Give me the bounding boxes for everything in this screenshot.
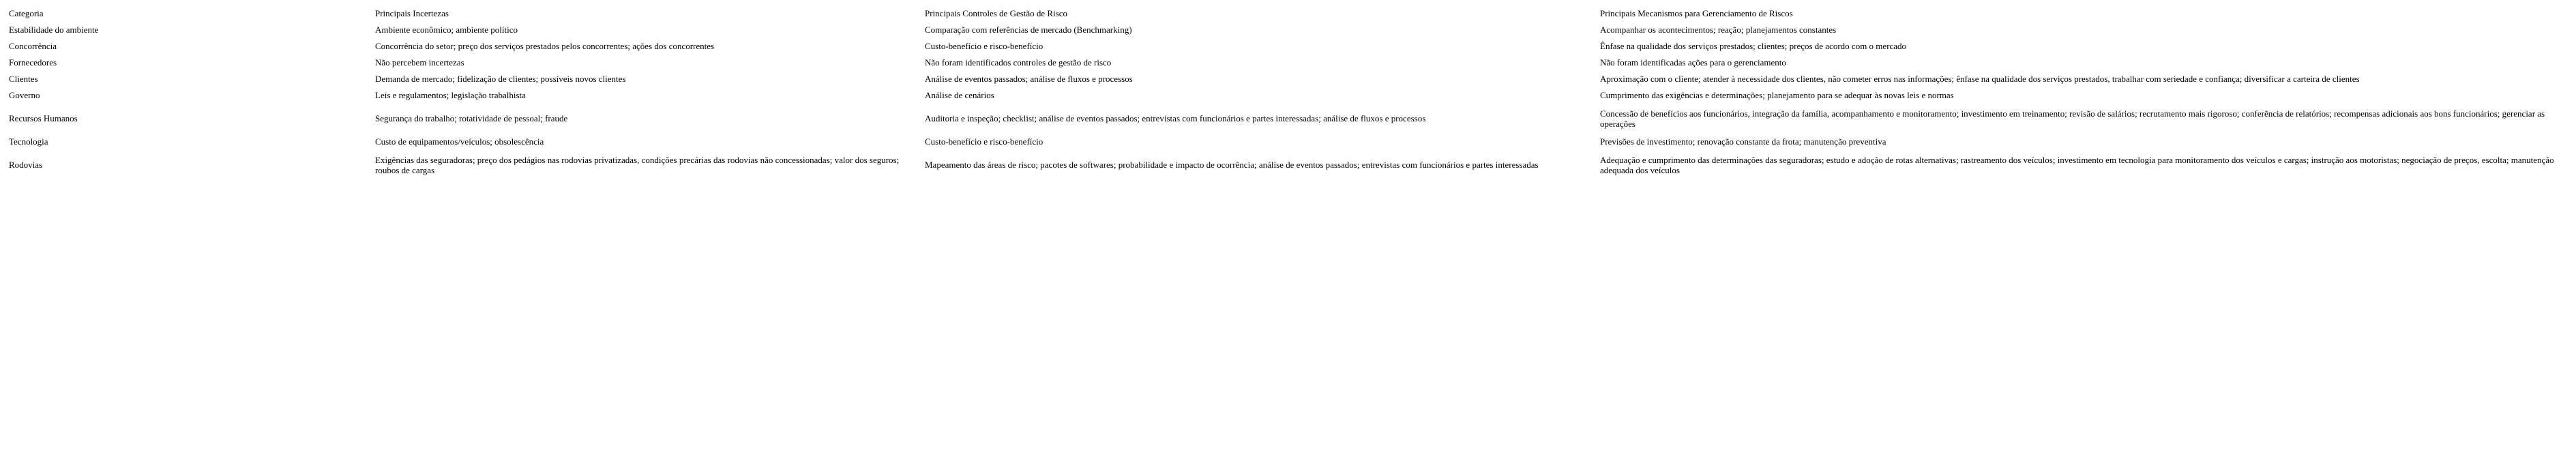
table-row	[7, 87, 2571, 104]
cell-categoria: Concorrência	[9, 41, 57, 52]
cell-incertezas: Não percebem incertezas	[375, 57, 464, 68]
header-incertezas: Principais Incertezas	[375, 8, 449, 19]
table-row	[7, 22, 2571, 38]
cell-incertezas: Leis e regulamentos; legislação trabalhista	[375, 90, 526, 101]
cell-mecanismos: Previsões de investimento; renovação constante da frota; manutenção preventiva	[1600, 136, 1886, 147]
cell-incertezas: Demanda de mercado; fidelização de clientes; possíveis novos clientes	[375, 74, 626, 85]
cell-categoria: Rodovias	[9, 160, 43, 171]
cell-controles: Análise de eventos passados; análise de fluxos e processos	[925, 74, 1133, 85]
table-row	[7, 104, 2571, 134]
cell-controles: Custo-benefício e risco-benefício	[925, 41, 1043, 52]
cell-incertezas: Exigências das seguradoras; preço dos pedágios nas rodovias privatizadas, condições precárias das rodovias não concessionadas; valor dos seguros; roubos de cargas	[375, 154, 900, 175]
cell-controles: Auditoria e inspeção; checklist; análise de eventos passados; entrevistas com funcionários e partes interessadas; análise de fluxos e processos	[925, 113, 1426, 124]
cell-controles: Não foram identificados controles de gestão de risco	[925, 57, 1112, 68]
table-header-row	[7, 5, 2571, 22]
cell-mecanismos: Ênfase na qualidade dos serviços prestados; clientes; preços de acordo com o mercado	[1600, 41, 1907, 52]
cell-categoria: Clientes	[9, 74, 38, 85]
cell-controles: Mapeamento das áreas de risco; pacotes de softwares; probabilidade e impacto de ocorrência; análise de eventos passados; entrevistas com funcionários e partes interessadas	[925, 160, 1539, 171]
cell-mecanismos: Não foram identificadas ações para o gerenciamento	[1600, 57, 1786, 68]
cell-mecanismos: Aproximação com o cliente; atender à necessidade dos clientes, não cometer erros nas informações; ênfase na qualidade dos serviços prestados, trabalhar com seriedade e confiança; diversificar a carteira de clientes	[1600, 74, 2360, 85]
cell-controles: Custo-benefício e risco-benefício	[925, 136, 1043, 147]
cell-mecanismos: Cumprimento das exigências e determinações; planejamento para se adequar às novas leis e normas	[1600, 90, 1954, 101]
cell-categoria: Fornecedores	[9, 57, 57, 68]
cell-mecanismos: Adequação e cumprimento das determinações das seguradoras; estudo e adoção de rotas alternativas; rastreamento dos veículos; investimento em tecnologia para monitoramento dos veículos e cargas; instrução aos motoristas; negociação de preços, escolta; manutenção adequada dos veículos	[1600, 154, 2554, 175]
cell-incertezas: Concorrência do setor; preço dos serviços prestados pelos concorrentes; ações dos concorrentes	[375, 41, 715, 52]
cell-controles: Comparação com referências de mercado (Benchmarking)	[925, 25, 1132, 35]
cell-categoria: Tecnologia	[9, 136, 48, 147]
cell-mecanismos: Acompanhar os acontecimentos; reação; planejamentos constantes	[1600, 25, 1837, 35]
cell-incertezas: Segurança do trabalho; rotatividade de pessoal; fraude	[375, 113, 568, 124]
header-controles: Principais Controles de Gestão de Risco	[925, 8, 1068, 19]
cell-incertezas: Ambiente econômico; ambiente político	[375, 25, 518, 35]
header-categoria: Categoria	[9, 8, 44, 19]
cell-categoria: Estabilidade do ambiente	[9, 25, 99, 35]
cell-categoria: Recursos Humanos	[9, 113, 78, 124]
table-row	[7, 38, 2571, 55]
cell-incertezas: Custo de equipamentos/veículos; obsolescência	[375, 136, 544, 147]
table-row	[7, 71, 2571, 87]
header-mecanismos: Principais Mecanismos para Gerenciamento de Riscos	[1600, 8, 1793, 19]
cell-controles: Análise de cenários	[925, 90, 994, 101]
table-row	[7, 55, 2571, 71]
table-row	[7, 134, 2571, 150]
cell-categoria: Governo	[9, 90, 40, 101]
cell-mecanismos: Concessão de benefícios aos funcionários, integração da família, acompanhamento e monitoramento; investimento em treinamento; revisão de salários; recrutamento mais rigoroso; conferência de relatórios; recompensas adicionais aos bons funcionários; gerenciar as operações	[1600, 108, 2545, 129]
table-row	[7, 150, 2571, 180]
risk-management-table	[7, 5, 2571, 180]
